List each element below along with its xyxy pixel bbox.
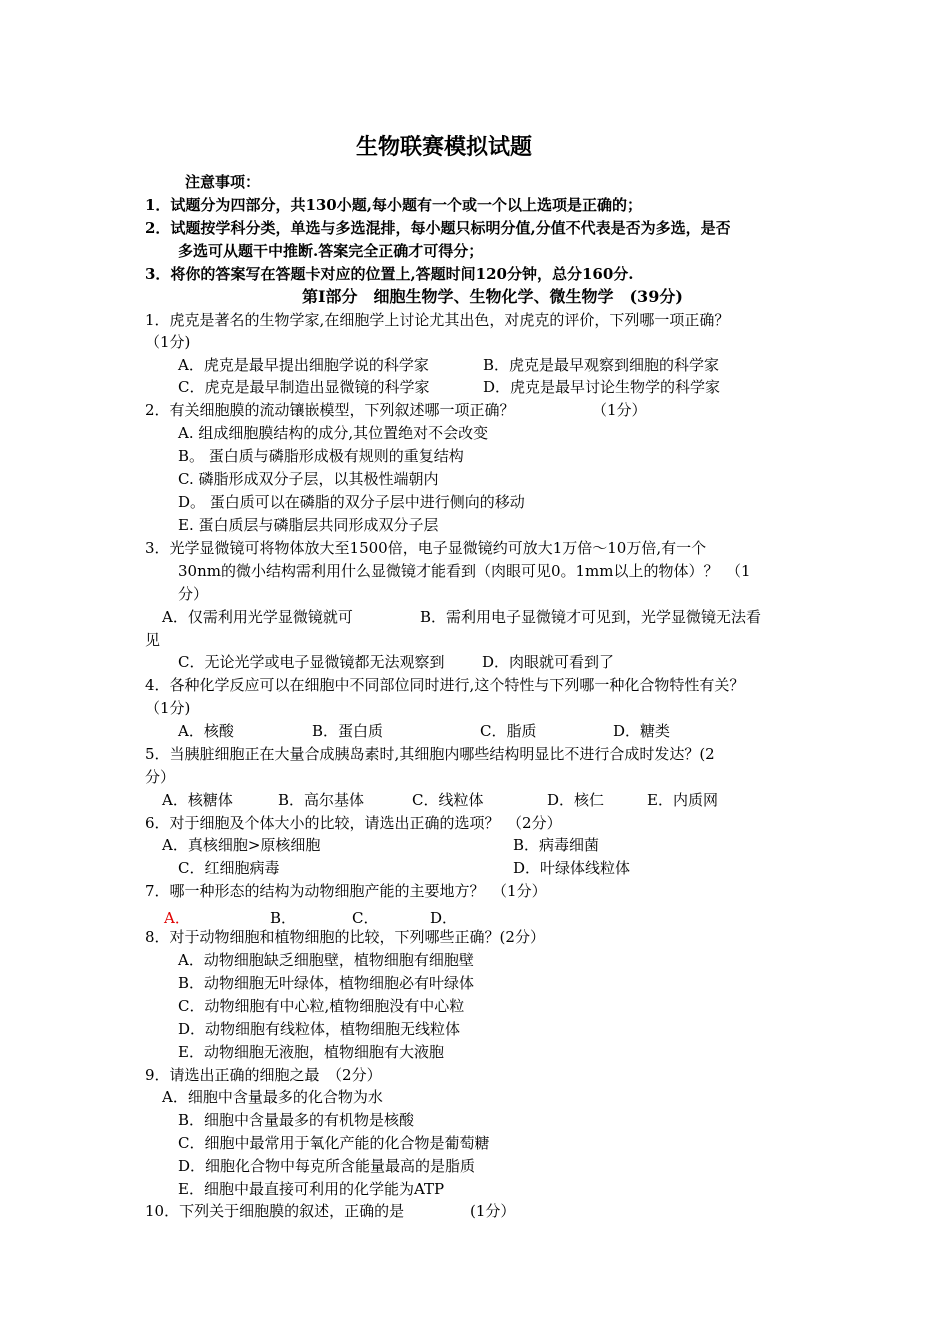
page-title: 生物联赛模拟试题 <box>356 134 533 160</box>
question-1-option-b: B．虎克是最早观察到细胞的科学家 <box>483 356 720 374</box>
question-5-option-c: C．线粒体 <box>412 791 484 809</box>
question-7-option-c: C． <box>352 909 379 927</box>
question-9-option-a: A．细胞中含量最多的化合物为水 <box>162 1088 383 1106</box>
question-5-score: 分） <box>145 768 176 786</box>
question-7-option-d: D． <box>430 909 458 927</box>
notice-item-3: 3．将你的答案写在答题卡对应的位置上,答题时间120分钟，总分160分. <box>145 265 634 283</box>
question-6-option-d: D．叶绿体线粒体 <box>513 859 631 877</box>
question-1-stem: 1．虎克是著名的生物学家,在细胞学上讨论尤其出色，对虎克的评价，下列哪一项正确？ <box>145 311 730 329</box>
question-8-option-b: B．动物细胞无叶绿体，植物细胞必有叶绿体 <box>178 974 475 992</box>
question-10-stem: 10．下列关于细胞膜的叙述，正确的是 <box>145 1202 405 1220</box>
notice-item-2-cont: 多选可从题干中推断.答案完全正确才可得分； <box>178 242 484 260</box>
question-9-option-e: E．细胞中最直接可利用的化学能为ATP <box>178 1180 445 1198</box>
question-1-option-a: A．虎克是最早提出细胞学说的科学家 <box>178 356 429 374</box>
question-3-option-b-cont: 见 <box>145 631 161 649</box>
question-2-stem: 2．有关细胞膜的流动镶嵌模型，下列叙述哪一项正确？ <box>145 401 515 419</box>
question-3-stem-cont2: 分） <box>178 585 209 603</box>
question-2-score: （1分） <box>592 401 647 419</box>
question-8-stem: 8．对于动物细胞和植物细胞的比较，下列哪些正确？(2分） <box>145 928 545 946</box>
question-6-option-c: C．红细胞病毒 <box>178 859 280 877</box>
question-6-stem: 6．对于细胞及个体大小的比较，请选出正确的选项？ （2分） <box>145 814 562 832</box>
question-1-option-d: D．虎克是最早讨论生物学的科学家 <box>483 378 721 396</box>
question-4-score: （1分) <box>145 699 191 717</box>
part-heading: 第Ⅰ部分 细胞生物学、生物化学、微生物学 (39分) <box>302 287 683 306</box>
question-4-option-a: A．核酸 <box>178 722 234 740</box>
question-4-stem: 4．各种化学反应可以在细胞中不同部位同时进行,这个特性与下列哪一种化合物特性有关？ <box>145 676 745 694</box>
question-8-option-c: C．动物细胞有中心粒,植物细胞没有中心粒 <box>178 997 465 1015</box>
question-5-stem: 5．当胰脏细胞正在大量合成胰岛素时,其细胞内哪些结构明显比不进行合成时发达？(2 <box>145 745 715 763</box>
question-9-option-b: B．细胞中含量最多的有机物是核酸 <box>178 1111 415 1129</box>
question-4-option-c: C．脂质 <box>480 722 537 740</box>
question-2-option-a: A. 组成细胞膜结构的成分,其位置绝对不会改变 <box>178 424 489 442</box>
question-1-option-c: C．虎克是最早制造出显微镜的科学家 <box>178 378 430 396</box>
question-6-option-b: B．病毒细菌 <box>513 836 600 854</box>
question-1-score: （1分) <box>145 333 191 351</box>
question-9-option-c: C．细胞中最常用于氧化产能的化合物是葡萄糖 <box>178 1134 490 1152</box>
question-6-option-a: A．真核细胞>原核细胞 <box>162 836 321 854</box>
question-2-option-e: E. 蛋白质层与磷脂层共同形成双分子层 <box>178 516 439 534</box>
question-3-option-c: C．无论光学或电子显微镜都无法观察到 <box>178 653 445 671</box>
question-5-option-d: D．核仁 <box>547 791 605 809</box>
question-8-option-d: D．动物细胞有线粒体，植物细胞无线粒体 <box>178 1020 461 1038</box>
question-4-option-b: B．蛋白质 <box>312 722 384 740</box>
question-7-stem: 7．哪一种形态的结构为动物细胞产能的主要地方？ （1分） <box>145 882 547 900</box>
question-7-option-a: A． <box>164 909 190 927</box>
question-2-option-c: C. 磷脂形成双分子层，以其极性端朝内 <box>178 470 439 488</box>
question-2-option-b: B。 蛋白质与磷脂形成极有规则的重复结构 <box>178 447 464 465</box>
question-9-stem: 9．请选出正确的细胞之最 （2分） <box>145 1066 382 1084</box>
notice-item-1: 1．试题分为四部分，共130小题,每小题有一个或一个以上选项是正确的； <box>145 196 642 214</box>
question-10-score: (1分） <box>470 1202 516 1220</box>
question-2-option-d: D。 蛋白质可以在磷脂的双分子层中进行侧向的移动 <box>178 493 525 511</box>
question-3-option-b: B．需利用电子显微镜才可见到，光学显微镜无法看 <box>420 608 762 626</box>
notice-heading: 注意事项： <box>185 173 261 191</box>
question-5-option-b: B．高尔基体 <box>278 791 365 809</box>
notice-item-2: 2．试题按学科分类，单选与多选混排，每小题只标明分值,分值不代表是否为多选，是否 <box>145 219 731 237</box>
question-3-option-a: A．仅需利用光学显微镜就可 <box>162 608 353 626</box>
question-8-option-e: E．动物细胞无液胞，植物细胞有大液胞 <box>178 1043 444 1061</box>
question-3-stem: 3．光学显微镜可将物体放大至1500倍，电子显微镜约可放大1万倍～10万倍,有一个 <box>145 539 707 557</box>
question-3-option-d: D．肉眼就可看到了 <box>482 653 615 671</box>
question-4-option-d: D．糖类 <box>613 722 671 740</box>
question-5-option-a: A．核糖体 <box>162 791 233 809</box>
question-5-option-e: E．内质网 <box>647 791 718 809</box>
question-8-option-a: A．动物细胞缺乏细胞壁，植物细胞有细胞壁 <box>178 951 474 969</box>
question-9-option-d: D．细胞化合物中每克所含能量最高的是脂质 <box>178 1157 476 1175</box>
question-7-option-b: B． <box>270 909 297 927</box>
question-3-stem-cont: 30nm的微小结构需利用什么显微镜才能看到（肉眼可见0。1mm以上的物体）？ （1 <box>178 562 751 580</box>
